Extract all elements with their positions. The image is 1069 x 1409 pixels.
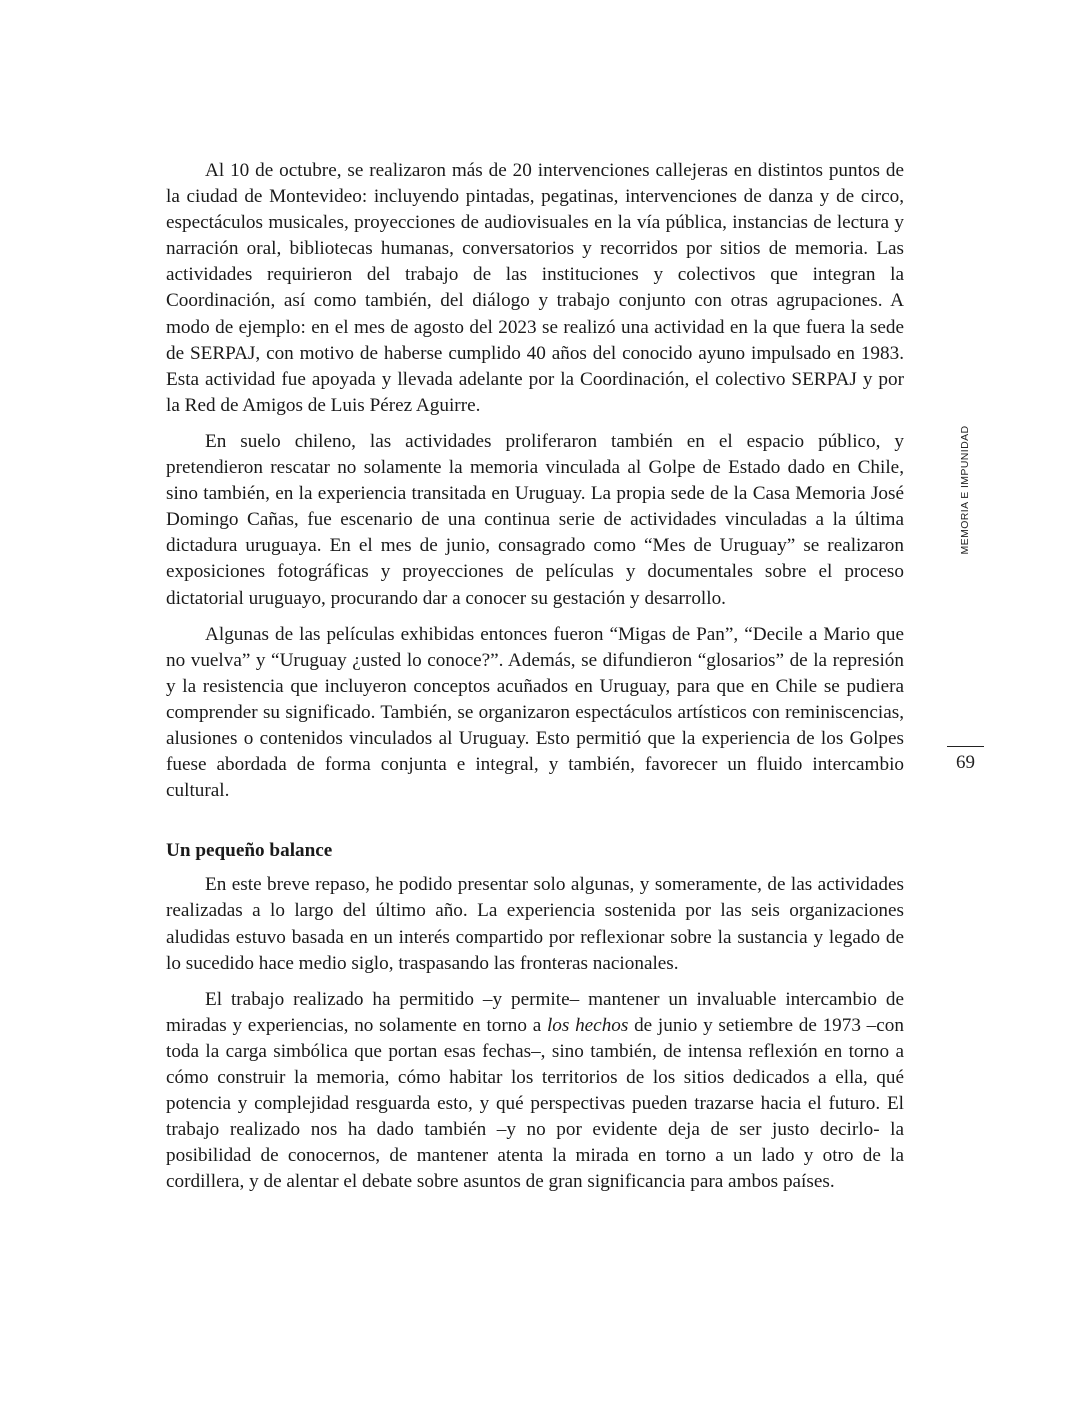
folio-rule	[947, 746, 984, 747]
paragraph-brief-review: En este breve repaso, he podido presentar solo algunas, y someramente, de las actividades realizadas a lo largo del último año. La experiencia sostenida por las seis organizaciones aludidas estuvo basada en un interés compartido por reflexionar sobre la sustancia y legado de lo sucedido hace medio siglo, traspasando las fronteras nacionales.	[166, 874, 904, 974]
page-number: 69	[956, 752, 975, 773]
running-title: MEMORIA E IMPUNIDAD	[959, 425, 971, 555]
paragraph-work-done-part-1: El trabajo realizado ha permitido –y permite– mantener un invaluable intercambio de miradas y experiencias, no solamente en torno a	[166, 988, 904, 1036]
paragraph-montevideo-interventions: Al 10 de octubre, se realizaron más de 20 intervenciones callejeras en distintos puntos de la ciudad de Montevideo: incluyendo pintadas, pegatinas, intervenciones de danza y de circo, espectáculos musicales, proyecciones de audiovisuales en la vía pública, instancias de lectura y narración oral, bibliotecas humanas, conversatorios y recorridos por sitios de memoria. Las actividades requirieron del trabajo de las instituciones y colectivos que integran la Coordinación, así como también, del diálogo y trabajo conjunto con otras agrupaciones. A modo de ejemplo: en el mes de agosto del 2023 se realizó una actividad en la que fuera la sede de SERPAJ, con motivo de haberse cumplido 40 años del conocido ayuno impulsado en 1983. Esta actividad fue apoyada y llevada adelante por la Coordinación, el colectivo SERPAJ y por la Red de Amigos de Luis Pérez Aguirre.	[166, 160, 904, 416]
paragraph-work-done	[166, 987, 904, 1196]
paragraph-work-done-part-2: de junio y setiembre de 1973 –con toda la carga simbólica que portan esas fechas–, sino también, de intensa reflexión en torno a cómo construir la memoria, cómo habitar los territorios de los sitios dedicados a ella, qué potencia y complejidad resguarda esto, y qué perspectivas pueden trazarse hacia el futuro. El trabajo realizado nos ha dado también –y no por evidente deja de ser justo decirlo- la posibilidad de conocernos, de mantener atenta la mirada en torno a un lado y otro de la cordillera, y de alentar el debate sobre asuntos de gran significancia para ambos países.	[166, 1014, 904, 1193]
paragraph-chile-activities: En suelo chileno, las actividades proliferaron también en el espacio público, y pretendieron rescatar no solamente la memoria vinculada al Golpe de Estado dado en Chile, sino también, en la experiencia transitada en Uruguay. La propia sede de la Casa Memoria José Domingo Cañas, fue escenario de una continua serie de actividades vinculadas a la última dictadura uruguaya. En el mes de junio, consagrado como “Mes de Uruguay” se realizaron exposiciones fotográficas y proyecciones de películas y documentales sobre el proceso dictatorial uruguayo, procurando dar a conocer su gestación y desarrollo.	[166, 430, 904, 609]
italic-los-hechos: los hechos	[546, 1014, 629, 1036]
body-text	[166, 158, 904, 1195]
section-heading: Un pequeño balance	[166, 840, 333, 862]
paragraph-films-exhibited: Algunas de las películas exhibidas entonces fueron “Migas de Pan”, “Decile a Mario que no vuelva” y “Uruguay ¿usted lo conoce?”. Además, se difundieron “glosarios” de la represión y la resistencia que incluyeron conceptos acuñados en Uruguay, para que en Chile se pudiera comprender su significado. También, se organizaron espectáculos artísticos con reminiscencias, alusiones o contenidos vinculados al Uruguay. Esto permitió que la experiencia de los Golpes fuese abordada de forma conjunta e integral, y también, favorecer un fluido intercambio cultural.	[166, 623, 904, 802]
